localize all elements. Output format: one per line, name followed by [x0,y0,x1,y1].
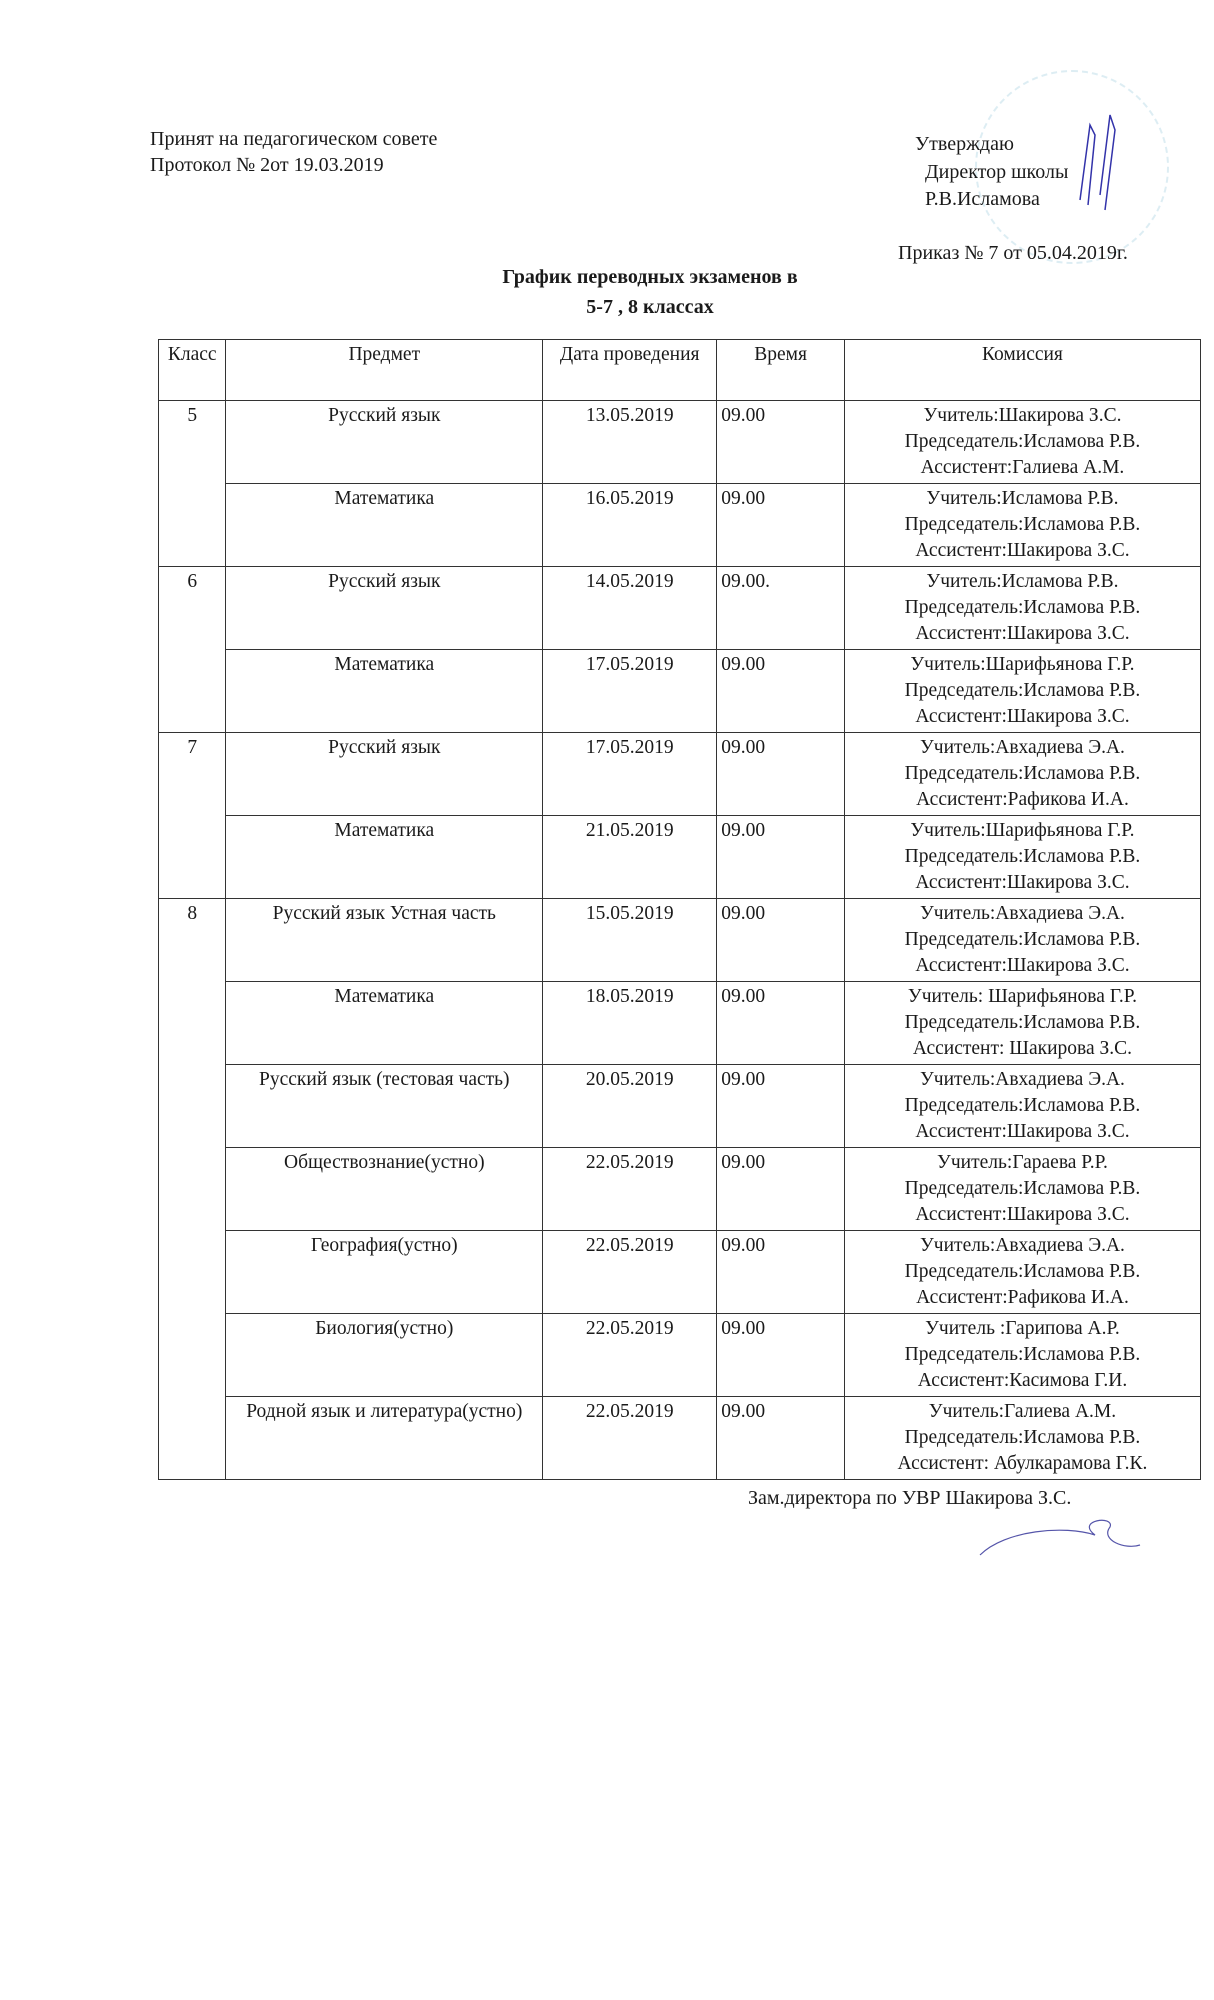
subject-cell: Русский язык [226,401,543,484]
director-name: Р.В.Исламова [925,188,1040,210]
subject-cell: Математика [226,650,543,733]
commission-cell [844,1231,1200,1314]
commission-member: Председатель:Исламова Р.В. [904,680,1141,701]
commission-member: Учитель:Гараева Р.Р. [937,1152,1108,1173]
order-number: Приказ № 7 от 05.04.2019г. [898,242,1128,264]
commission-member: Ассистент:Шакирова З.С. [915,706,1130,727]
time-cell: 09.00 [717,1314,845,1397]
date-cell: 13.05.2019 [543,401,717,484]
subject-cell: Математика [226,982,543,1065]
table-header-row [159,340,1201,401]
commission-member: Ассистент:Рафикова И.А. [916,1287,1129,1308]
time-cell: 09.00 [717,816,845,899]
commission-cell [844,899,1200,982]
director-signature [1060,105,1130,215]
commission-cell [844,1314,1200,1397]
commission-member: Председатель:Исламова Р.В. [904,597,1141,618]
subject-cell: Русский язык [226,733,543,816]
subject-cell: Математика [226,484,543,567]
commission-cell [844,982,1200,1065]
commission-member: Председатель:Исламова Р.В. [904,763,1141,784]
subject-cell: Обществознание(устно) [226,1148,543,1231]
time-cell: 09.00 [717,650,845,733]
header-commission: Комиссия [844,340,1200,401]
date-cell: 20.05.2019 [543,1065,717,1148]
commission-member: Ассистент:Шакирова З.С. [915,872,1130,893]
commission-member: Председатель:Исламова Р.В. [904,929,1141,950]
commission-member: Председатель:Исламова Р.В. [904,514,1141,535]
commission-member: Председатель:Исламова Р.В. [904,1427,1141,1448]
time-cell: 09.00 [717,733,845,816]
date-cell: 14.05.2019 [543,567,717,650]
date-cell: 22.05.2019 [543,1397,717,1480]
commission-member: Ассистент: Абулкарамова Г.К. [897,1453,1148,1474]
commission-cell [844,1148,1200,1231]
commission-member: Ассистент:Шакирова З.С. [915,540,1130,561]
time-cell: 09.00 [717,1065,845,1148]
document-subtitle: 5-7 , 8 классах [586,296,714,318]
commission-member: Председатель:Исламова Р.В. [904,1344,1141,1365]
subject-cell: Русский язык (тестовая часть) [226,1065,543,1148]
commission-member: Ассистент:Касимова Г.И. [917,1370,1128,1391]
date-cell: 22.05.2019 [543,1231,717,1314]
date-cell: 15.05.2019 [543,899,717,982]
commission-cell [844,816,1200,899]
date-cell: 22.05.2019 [543,1148,717,1231]
commission-cell [844,401,1200,484]
time-cell: 09.00 [717,899,845,982]
time-cell: 09.00 [717,982,845,1065]
deputy-director-signatory: Зам.директора по УВР Шакирова З.С. [748,1487,1072,1509]
subject-cell: Русский язык Устная часть [226,899,543,982]
subject-cell: Русский язык [226,567,543,650]
protocol-number: Протокол № 2от 19.03.2019 [150,154,384,176]
commission-cell [844,567,1200,650]
date-cell: 18.05.2019 [543,982,717,1065]
time-cell: 09.00 [717,401,845,484]
table-row [159,1397,1201,1480]
commission-member: Учитель:Авхадиева Э.А. [920,1235,1125,1256]
date-cell: 17.05.2019 [543,733,717,816]
table-row [159,567,1201,650]
commission-member: Ассистент: Шакирова З.С. [912,1038,1133,1059]
table-row [159,1148,1201,1231]
commission-cell [844,650,1200,733]
date-cell: 22.05.2019 [543,1314,717,1397]
commission-cell [844,733,1200,816]
table-row [159,484,1201,567]
commission-member: Ассистент:Рафикова И.А. [916,789,1129,810]
class-cell: 5 [159,401,226,567]
table-row [159,1065,1201,1148]
commission-member: Председатель:Исламова Р.В. [904,431,1141,452]
commission-member: Учитель: Шарифьянова Г.Р. [907,986,1137,1007]
commission-member: Председатель:Исламова Р.В. [904,1178,1141,1199]
commission-member: Учитель:Авхадиева Э.А. [920,1069,1125,1090]
table-row [159,650,1201,733]
director-title: Директор школы [925,161,1069,183]
subject-cell: Биология(устно) [226,1314,543,1397]
table-row [159,401,1201,484]
commission-member: Ассистент:Шакирова З.С. [915,955,1130,976]
subject-cell: География(устно) [226,1231,543,1314]
class-cell: 8 [159,899,226,1480]
commission-member: Ассистент:Галиева А.М. [920,457,1125,478]
document-title: График переводных экзаменов в [502,266,798,288]
date-cell: 17.05.2019 [543,650,717,733]
commission-member: Учитель:Авхадиева Э.А. [920,737,1125,758]
time-cell: 09.00 [717,484,845,567]
commission-member: Учитель:Шакирова З.С. [923,405,1122,426]
header-date: Дата проведения [543,340,717,401]
commission-member: Учитель:Исламова Р.В. [926,488,1119,509]
commission-member: Ассистент:Шакирова З.С. [915,623,1130,644]
commission-member: Председатель:Исламова Р.В. [904,1261,1141,1282]
commission-member: Учитель:Галиева А.М. [928,1401,1117,1422]
time-cell: 09.00 [717,1397,845,1480]
date-cell: 16.05.2019 [543,484,717,567]
date-cell: 21.05.2019 [543,816,717,899]
time-cell: 09.00. [717,567,845,650]
class-cell: 7 [159,733,226,899]
commission-member: Учитель:Исламова Р.В. [926,571,1119,592]
commission-member: Учитель:Шарифьянова Г.Р. [910,820,1135,841]
subject-cell: Родной язык и литература(устно) [226,1397,543,1480]
commission-member: Ассистент:Шакирова З.С. [915,1121,1130,1142]
header-time: Время [717,340,845,401]
table-row [159,899,1201,982]
commission-member: Председатель:Исламова Р.В. [904,1012,1141,1033]
table-row [159,1314,1201,1397]
table-row [159,1231,1201,1314]
time-cell: 09.00 [717,1231,845,1314]
commission-cell [844,1065,1200,1148]
commission-member: Председатель:Исламова Р.В. [904,846,1141,867]
table-row [159,816,1201,899]
commission-member: Ассистент:Шакирова З.С. [915,1204,1130,1225]
table-row [159,982,1201,1065]
deputy-signature [975,1515,1145,1565]
exam-schedule-table [158,339,1201,1480]
commission-member: Председатель:Исламова Р.В. [904,1095,1141,1116]
commission-cell [844,1397,1200,1480]
time-cell: 09.00 [717,1148,845,1231]
commission-member: Учитель:Авхадиева Э.А. [920,903,1125,924]
class-cell: 6 [159,567,226,733]
commission-member: Учитель:Шарифьянова Г.Р. [910,654,1135,675]
approval-label: Утверждаю [915,133,1014,155]
commission-cell [844,484,1200,567]
commission-member: Учитель :Гарипова А.Р. [925,1318,1120,1339]
table-row [159,733,1201,816]
council-acceptance: Принят на педагогическом совете [150,128,438,150]
header-subject: Предмет [226,340,543,401]
header-class: Класс [159,340,226,401]
subject-cell: Математика [226,816,543,899]
